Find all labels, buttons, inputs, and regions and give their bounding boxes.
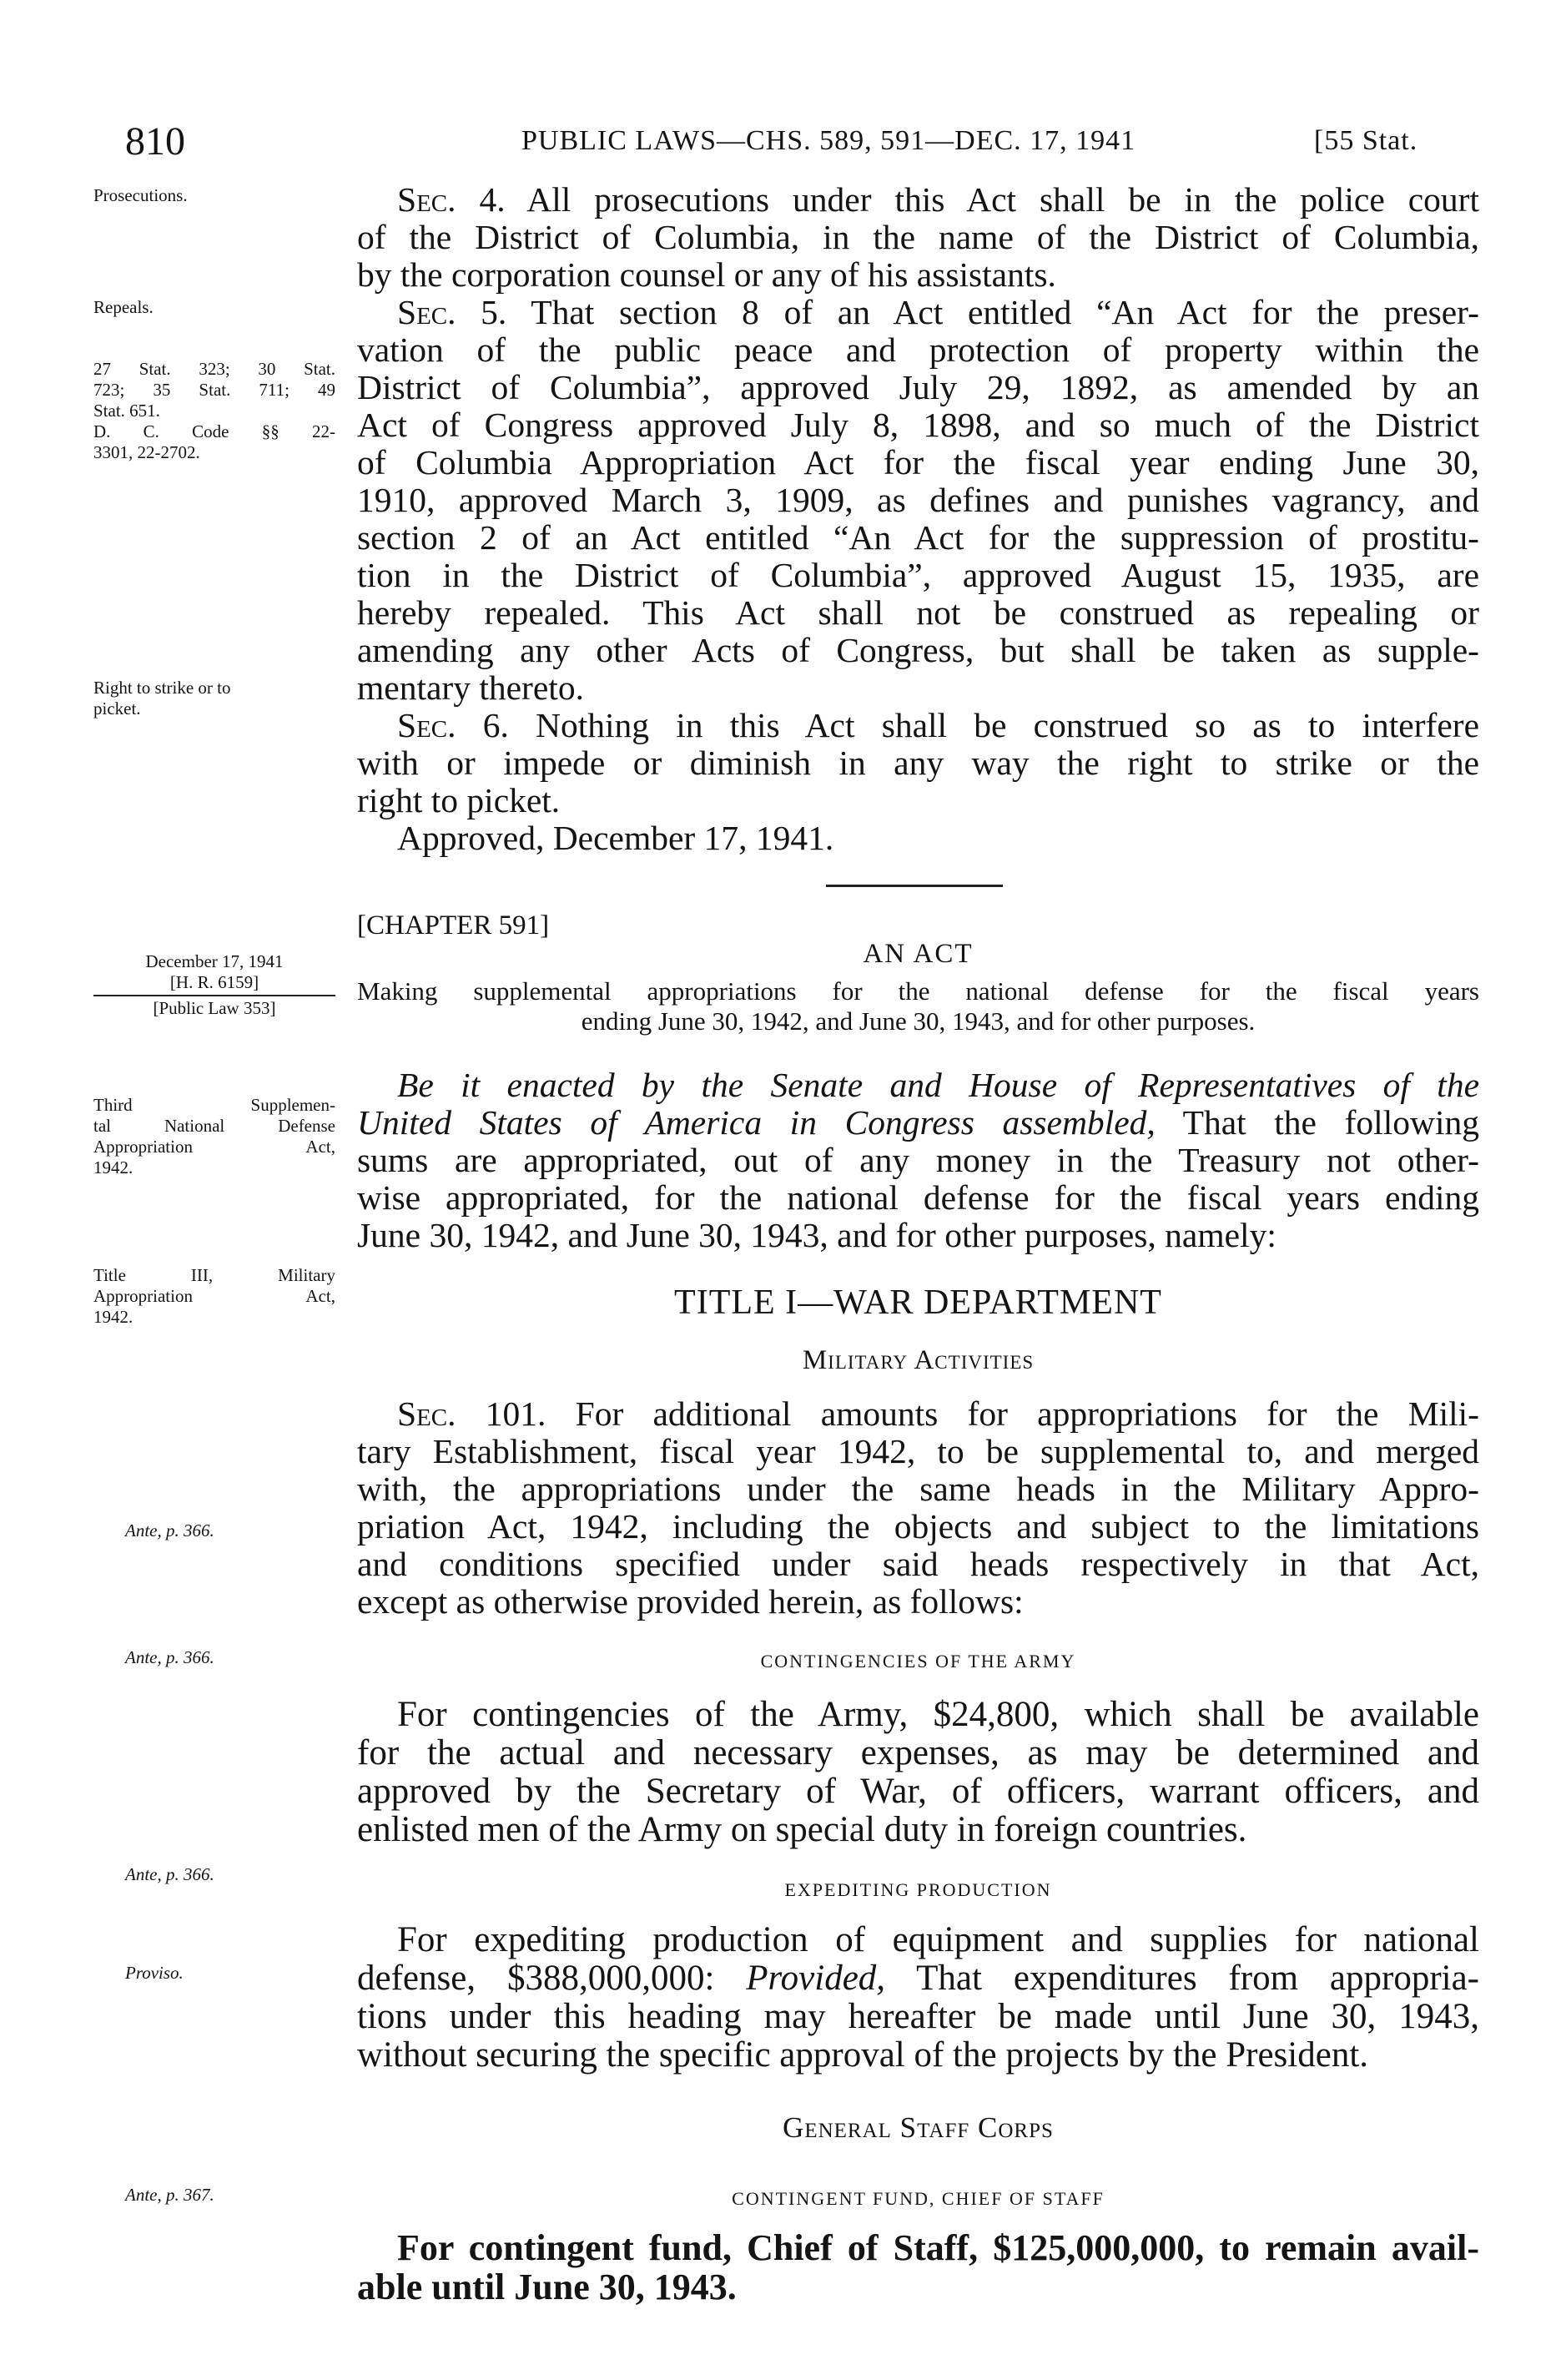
contingencies-heading: CONTINGENCIES OF THE ARMY <box>760 1651 1076 1672</box>
section-5: Sec. 5. That section 8 of an Act entitled “An Act for the preser- vation of the public peace and protection of property within the District of Columbia”, approved July 29, 1892, as amended by an Act of Congress approved July 8, 1898, and so much of the District of Columbia Appropriation Act for the fiscal year ending June 30, 1910, approved March 3, 1909, as defines and punishes vagrancy, and section 2 of an Act entitled “An Act for the suppression of prostitu- tion in the District of Columbia”, approved August 15, 1935, are hereby repealed. This Act shall not be construed as repealing or amending any other Acts of Congress, but shall be taken as supple- mentary thereto. <box>357 293 1479 707</box>
margin-note-third-supp: Third Supplemen- tal National Defense Appropriation Act, 1942. <box>93 1095 335 1177</box>
title-heading: TITLE I—WAR DEPARTMENT <box>674 1283 1162 1322</box>
expediting-paragraph: For expediting production of equipment and supplies for national defense, $388,000,000: Provided, That expenditures from appropria- tions under this heading may hereafter be made until June 30, 1943, without securing the specific approval of the projects by the President. <box>357 1920 1479 2075</box>
contingencies-paragraph: For contingencies of the Army, $24,800, which shall be available for the actual and necessary expenses, as may be determined and approved by the Secretary of War, of officers, warrant officers, and enlisted men of the Army on special duty in foreign countries. <box>357 1695 1479 1849</box>
margin-note-date-block: December 17, 1941 [H. R. 6159] [Public Law 353] <box>93 951 335 1019</box>
section-101: Sec. 101. For additional amounts for appropriations for the Mili- tary Establishment, fiscal year 1942, to be supplemental to, and merged with, the appropriations under the same heads in the Military Appro- priation Act, 1942, including the objects and subject to the limitations and conditions specified under said heads respectively in that Act, except as otherwise provided herein, as follows: <box>357 1394 1479 1621</box>
margin-note-ante-366-b: Ante, p. 366. <box>125 1647 214 1667</box>
margin-note-proviso: Proviso. <box>125 1963 184 1983</box>
margin-note-citations: 27 Stat. 323; 30 Stat. 723; 35 Stat. 711; 49 Stat. 651. D. C. Code §§ 22- 3301, 22-2702. <box>93 359 335 462</box>
margin-note-right-to-strike: Right to strike or to picket. <box>93 678 231 719</box>
chapter-label: [CHAPTER 591] <box>357 910 550 940</box>
volume-label: [55 Stat. <box>1314 125 1418 156</box>
section-label: Sec. 101. <box>397 1394 546 1433</box>
running-title: PUBLIC LAWS—CHS. 589, 591—DEC. 17, 1941 <box>521 125 1136 156</box>
section-label: Sec. 4. <box>397 180 506 219</box>
section-label: Sec. 6. <box>397 706 509 744</box>
military-activities-heading: Military Activities <box>802 1345 1035 1375</box>
act-title: Making supplemental appropriations for the national defense for the fiscal years ending June 30, 1942, and June 30, 1943, and for other purposes. <box>357 976 1479 1036</box>
contingent-fund-paragraph: For contingent fund, Chief of Staff, $125,000,000, to remain avail- able until June 30, 1943. <box>357 2227 1479 2307</box>
chapter-divider <box>826 885 1003 887</box>
general-staff-heading: General Staff Corps <box>783 2111 1054 2144</box>
margin-note-ante-366-c: Ante, p. 366. <box>125 1864 214 1884</box>
margin-note-ante-366-a: Ante, p. 366. <box>125 1520 214 1540</box>
margin-rule <box>93 995 335 996</box>
approved-line: Approved, December 17, 1941. <box>397 819 834 857</box>
page-number: 810 <box>125 119 185 164</box>
margin-note-ante-367: Ante, p. 367. <box>125 2185 214 2205</box>
section-label: Sec. 5. <box>397 293 507 331</box>
an-act-heading: AN ACT <box>863 939 974 969</box>
section-6: Sec. 6. Nothing in this Act shall be construed so as to interfere with or impede or diminish in any way the right to strike or the right to picket. <box>357 706 1479 819</box>
expediting-heading: EXPEDITING PRODUCTION <box>784 1879 1052 1900</box>
enacting-clause: Be it enacted by the Senate and House of Representatives of the United States of America in Congress assembled, That the following sums are appropriated, out of any money in the Treasury not other- wise appropriated, for the national defense for the fiscal years ending June 30, 1942, and June 30, 1943, and for other purposes, namely: <box>357 1066 1479 1254</box>
section-4: Sec. 4. All prosecutions under this Act shall be in the police court of the District of Columbia, in the name of the District of Columbia, by the corporation counsel or any of his assistants. <box>357 180 1480 294</box>
margin-note-title-iii: Title III, Military Appropriation Act, 1942. <box>93 1265 335 1327</box>
contingent-fund-heading: CONTINGENT FUND, CHIEF OF STAFF <box>732 2188 1105 2209</box>
margin-note-repeals: Repeals. <box>93 297 154 317</box>
margin-note-prosecutions: Prosecutions. <box>93 185 188 205</box>
